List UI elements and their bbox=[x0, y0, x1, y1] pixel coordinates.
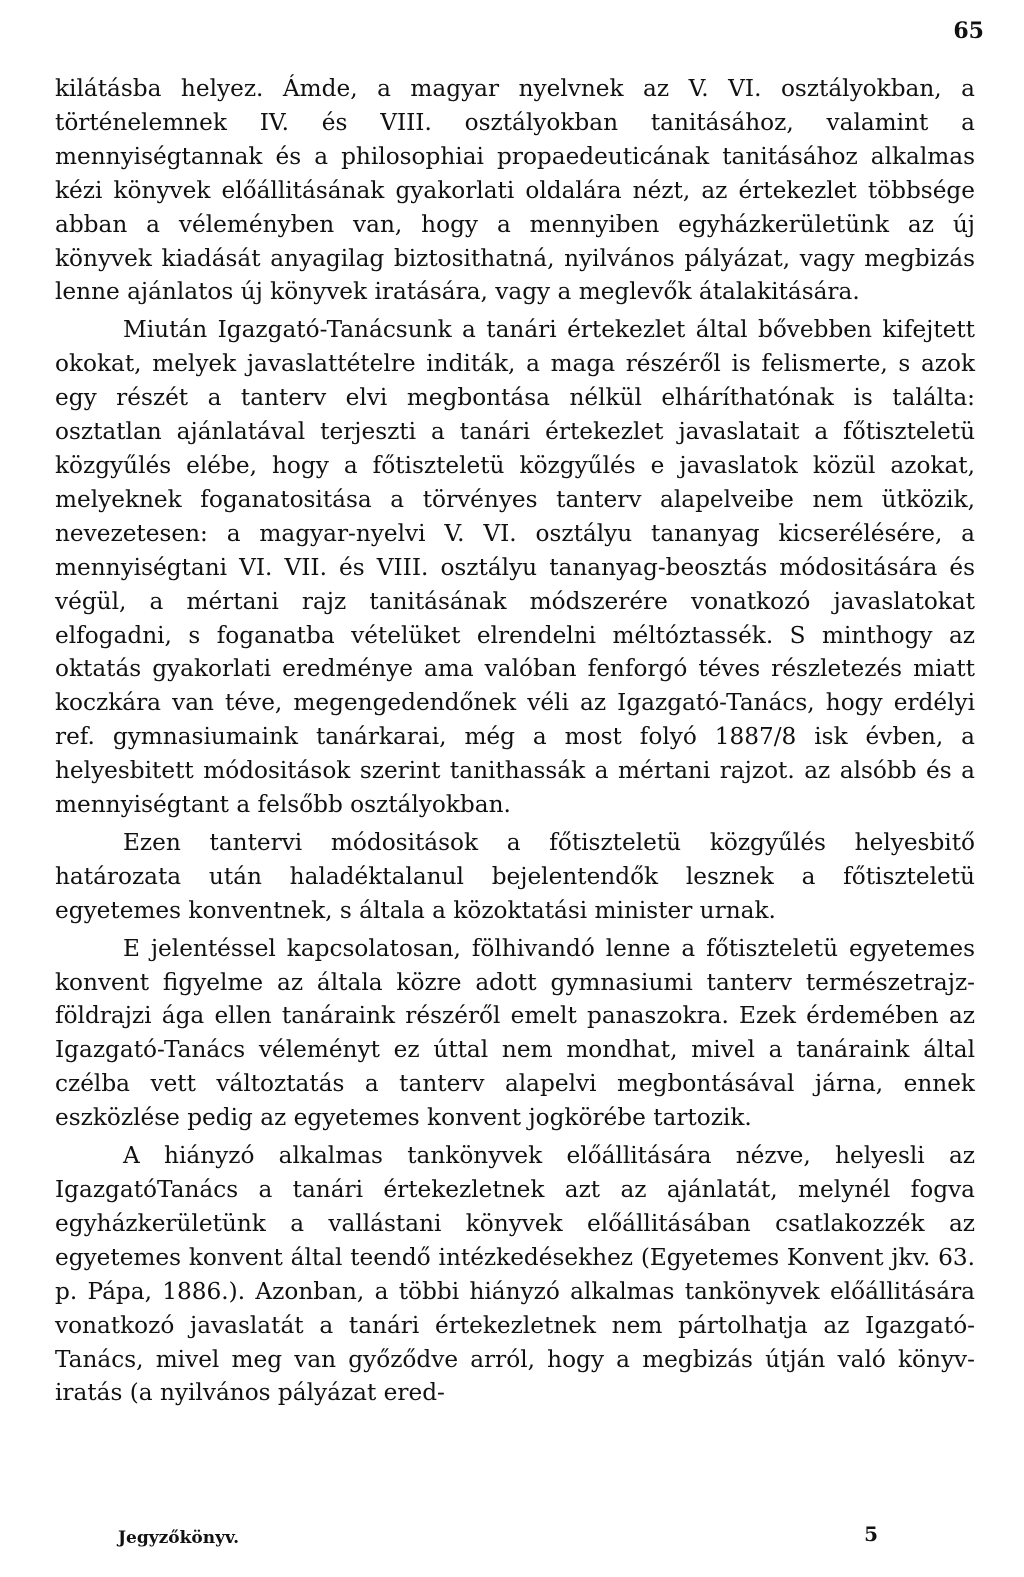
paragraph-3: Ezen tantervi módositások a főtiszteletü közgyűlés helyesbitő határozata után haladéktalanul bejelentendők lesznek a főtiszteletü egyetemes konventnek, s általa a közoktatási minister urnak. bbox=[55, 828, 975, 924]
page-footer bbox=[0, 1522, 1024, 1560]
body-text bbox=[55, 72, 975, 1410]
paragraph-1: kilátásba helyez. Ámde, a magyar nyelvnek az V. VI. osztályokban, a történelemnek IV. és VIII. osztályokban tanitásához, valamint a mennyiségtannak és a philosophiai propaedeuticának tanitásához alkalmas kézi könyvek előállitásának gyakorlati oldalára nézt, az értekezlet többsége abban a véleményben van, hogy a mennyiben egyházkerületünk az új könyvek kiadását anyagilag biztosithatná, nyilvános pályázat, vagy megbizás lenne ajánlatos új könyvek iratására, vagy a meglevők átalakitására. bbox=[55, 75, 975, 306]
paragraph-5: A hiányzó alkalmas tankönyvek előállitására nézve, helyesli az IgazgatóTanács a tanári értekezletnek azt az ajánlatát, melynél fogva egyházkerületünk a vallástani könyvek előállitásában csatlakozzék az egyetemes konvent által teendő intézkedésekhez (Egyetemes Konvent jkv. 63. p. Pápa, 1886.). Azonban, a többi hiányzó alkalmas tankönyvek előállitására vonatkozó javaslatát a tanári értekezletnek nem pártolhatja az Igazgató-Tanács, mivel meg van győződve arról, hogy a megbizás útján való könyv-iratás (a nyilvános pályázat ered- bbox=[55, 1142, 975, 1407]
footer-signature-mark: Jegyzőkönyv. bbox=[118, 1528, 240, 1548]
page-number: 65 bbox=[953, 18, 984, 44]
footer-signature-number: 5 bbox=[864, 1522, 878, 1546]
paragraph-4: E jelentéssel kapcsolatosan, fölhivandó lenne a főtiszteletü egyetemes konvent figyelme az általa közre adott gymnasiumi tanterv természetrajz-földrajzi ága ellen tanáraink részéről emelt panaszokra. Ezek érdemében az Igazgató-Tanács véleményt ez úttal nem mondhat, mivel a tanáraink által czélba vett változtatás a tanterv alapelvi megbontásával járna, ennek eszközlése pedig az egyetemes konvent jogkörébe tartozik. bbox=[55, 934, 975, 1132]
paragraph-2: Miután Igazgató-Tanácsunk a tanári értekezlet által bővebben kifejtett okokat, melyek javaslattételre inditák, a maga részéről is felismerte, s azok egy részét a tanterv elvi megbontása nélkül elháríthatónak is találta: osztatlan ajánlatával terjeszti a tanári értekezlet javaslatait a főtiszteletü közgyűlés elébe, hogy a főtiszteletü közgyűlés e javaslatok közül azokat, melyeknek foganatositása a törvényes tanterv alapelveibe nem ütközik, nevezetesen: a magyar-nyelvi V. VI. osztályu tananyag kicserélésére, a mennyiségtani VI. VII. és VIII. osztályu tananyag-beosztás módositására és végül, a mértani rajz tanitásának módszerére vonatkozó javaslatokat elfogadni, s foganatba vételüket elrendelni méltóztassék. S minthogy az oktatás gyakorlati eredménye ama valóban fenforgó téves részletezés miatt koczkára van téve, megengedendőnek véli az Igazgató-Tanács, hogy erdélyi ref. gymnasiumaink tanárkarai, még a most folyó 1887/8 isk évben, a helyesbitett módositások szerint tanithassák a mértani rajzot. az alsóbb és a mennyiségtant a felsőbb osztályokban. bbox=[55, 316, 975, 819]
